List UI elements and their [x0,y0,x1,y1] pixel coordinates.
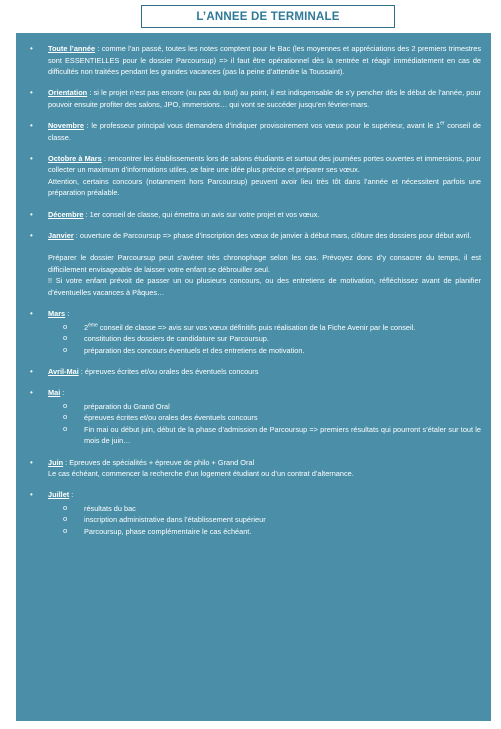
item-key: Toute l’année [48,44,96,53]
item-key: Orientation [48,88,88,98]
item-text: : [69,490,74,500]
title-box [141,5,395,28]
item-key: Décembre [48,209,84,219]
list-item-juin [48,457,481,480]
sub-item: o Fin mai ou début juin, début de la phase d’admission de Parcoursup => premiers résultats qui pourront s’étaler sur tout le mois de juin… [84,424,481,447]
sub-item: o préparation du Grand Oral [84,401,481,413]
list-item-avril-mai [48,366,481,378]
sub-list [48,503,481,538]
list-item-juillet [48,489,481,537]
calendar-list [48,43,481,538]
item-text: : le professeur principal vous demandera d’indiquer provisoirement vos vœux pour le supérieur, avant le 1 [83,120,441,130]
item-text: : [65,309,70,319]
item-text: : [60,388,65,398]
list-item-octobre-mars [48,153,481,199]
item-key: Juin [48,457,64,467]
calendar-panel [16,33,491,721]
item-key: Octobre à Mars [48,153,102,163]
sub-item: o Parcoursup, phase complémentaire le cas échéant. [84,526,481,538]
item-text: : si le projet n’est pas encore (ou pas du tout) au point, il est indispensable de s’y pencher dès le début de l’année, pour pouvoir ensuite profiter des salons, JPO, immersions… qui vont se succéder jusqu’en février-mars. [48,88,481,109]
list-item-toute-annee [48,43,481,78]
sub-item: o constitution des dossiers de candidature sur Parcoursup. [84,333,481,345]
sub-list [48,401,481,447]
item-text: : ouverture de Parcoursup => phase d’inscription des vœux de janvier à début mars, clôture des dossiers pour début avril. [73,230,472,240]
item-key: Avril-Mai [48,366,79,376]
item-warning: !! Si votre enfant prévoit de passer un ou plusieurs concours, ou des entretiens de motivation, réfléchissez avant de planifier d’éventuelles vacances à Pâques… [48,276,481,297]
superscript: ème [88,322,98,329]
sub-item: o préparation des concours éventuels et des entretiens de motivation. [84,345,481,357]
page-title: L’ANNEE DE TERMINALE [196,10,340,23]
item-key: Juillet [48,490,70,500]
superscript: er [440,120,445,127]
list-item-orientation [48,87,481,110]
list-item-mars [48,308,481,356]
list-item-janvier [48,230,481,299]
sub-item: o résultats du bac [84,503,481,515]
item-extra: Attention, certains concours (notamment hors Parcoursup) peuvent avoir lieu très tôt dans l’année et nécessitent parfois une préparation préalable. [48,176,481,198]
sub-item: o inscription administrative dans l’établissement supérieur [84,514,481,526]
item-extra: Le cas échéant, commencer la recherche d’un logement étudiant ou d’un contrat d’alternance. [48,469,354,479]
sub-item: o 2ème conseil de classe => avis sur vos vœux définitifs puis réalisation de la Fiche Avenir par le conseil. [84,322,481,334]
item-text: : épreuves écrites et/ou orales des éventuels concours [78,366,259,376]
item-text: : rencontrer les établissements lors de salons étudiants et surtout des journées portes ouvertes et immersions, pour collecter un maximum d’informations utiles, se faire une idée plus précise et préparer ses vœux. [48,153,481,175]
item-text: conseil de classe. [48,120,481,142]
list-item-decembre [48,209,481,221]
list-item-mai [48,387,481,447]
item-text: : Epreuves de spécialités + épreuve de philo + Grand Oral [63,457,255,467]
item-text: : comme l’an passé, toutes les notes comptent pour le Bac (les moyennes et appréciations des 2 premiers trimestres sont ESSENTIELLES pour le dossier Parcoursup) => il faut être opérationnel dès la rentrée et réagir immédiatement en cas de difficultés non traitées pendant les grandes vacances (pas la peine d’attendre la Toussaint). [48,44,481,77]
item-key: Novembre [48,120,84,130]
list-item-novembre [48,120,481,143]
item-text: : 1er conseil de classe, qui émettra un avis sur votre projet et vos vœux. [83,209,320,219]
item-key: Mai [48,388,61,398]
item-key: Janvier [48,230,74,240]
sub-item: o épreuves écrites et/ou orales des éventuels concours [84,412,481,424]
item-extra: Préparer le dossier Parcoursup peut s’avérer très chronophage selon les cas. Prévoyez donc d’y consacrer du temps, il est difficilement envisageable de laisser votre enfant se débrouiller seul. [48,253,481,274]
item-key: Mars [48,309,66,319]
sub-list [48,322,481,357]
